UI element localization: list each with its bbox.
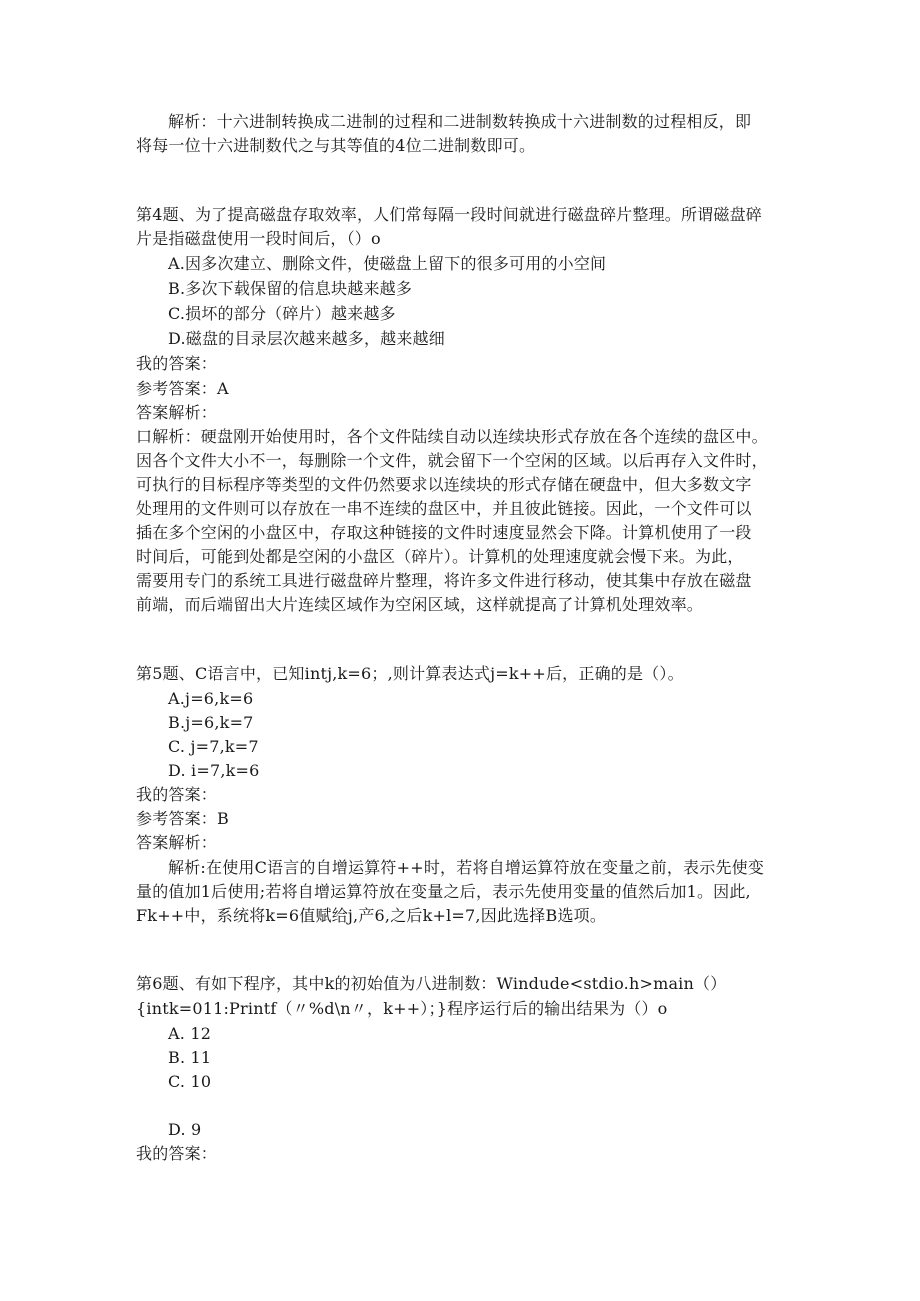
q4-option-a: A.因多次建立、删除文件，使磁盘上留下的很多可用的小空间 bbox=[168, 254, 607, 273]
q6-stem-line-2: {intk=011:Printf（〃%d\n〃，k++）；}程序运行后的输出结果为（）o bbox=[136, 999, 668, 1018]
q4-option-c: C.损坏的部分（碎片）越来越多 bbox=[168, 304, 396, 323]
q4-my-answer: 我的答案： bbox=[136, 354, 218, 373]
q4-analysis-line-7: 需要用专门的系统工具进行磁盘碎片整理，将许多文件进行移动，使其集中存放在磁盘 bbox=[136, 571, 752, 590]
q5-option-a: A.j=6,k=6 bbox=[168, 689, 254, 708]
q5-stem: 第5题、C语言中，已知intj,k=6；,则计算表达式j=k++后，正确的是（）。 bbox=[136, 664, 684, 683]
q5-my-answer: 我的答案： bbox=[136, 785, 218, 804]
q6-my-answer: 我的答案： bbox=[136, 1144, 218, 1163]
q6-stem-line-1: 第6题、有如下程序，其中k的初始值为八进制数：Windude<stdio.h>main（） bbox=[136, 974, 727, 993]
q4-stem-line-2: 片是指磁盘使用一段时间后，（）o bbox=[136, 229, 381, 248]
q6-option-d: D. 9 bbox=[168, 1120, 202, 1139]
q6-option-b: B. 11 bbox=[168, 1048, 212, 1067]
q6-option-c: C. 10 bbox=[168, 1072, 212, 1091]
q5-option-d: D. i=7,k=6 bbox=[168, 761, 260, 780]
q5-analysis-label: 答案解析： bbox=[136, 833, 218, 852]
q4-option-d: D.磁盘的目录层次越来越多，越来越细 bbox=[168, 329, 445, 348]
q4-analysis-line-5: 插在多个空闲的小盘区中，存取这种链接的文件时速度显然会下降。计算机使用了一段 bbox=[136, 523, 752, 542]
q4-analysis-line-2: 因各个文件大小不一，每删除一个文件，就会留下一个空闲的区域。以后再存入文件时， bbox=[136, 451, 768, 470]
q4-analysis-line-1: 口解析：硬盘刚开始使用时，各个文件陆续自动以连续块形式存放在各个连续的盘区中。 bbox=[136, 427, 768, 446]
q4-option-b: B.多次下载保留的信息块越来越多 bbox=[168, 279, 413, 298]
q4-analysis-line-4: 处理用的文件则可以存放在一串不连续的盘区中，并且彼此链接。因此，一个文件可以 bbox=[136, 499, 752, 518]
intro-analysis-line-1: 解析：十六进制转换成二进制的过程和二进制数转换成十六进制数的过程相反，即 bbox=[168, 112, 752, 131]
q5-reference-answer: 参考答案：B bbox=[136, 809, 229, 828]
q6-option-a: A. 12 bbox=[168, 1024, 212, 1043]
q5-option-c: C. j=7,k=7 bbox=[168, 737, 259, 756]
q5-analysis-line-3: Fk++中，系统将k=6值赋给j,产6,之后k+l=7,因此选择B选项。 bbox=[136, 906, 607, 925]
q4-analysis-line-3: 可执行的目标程序等类型的文件仍然要求以连续块的形式存储在硬盘中，但大多数文字 bbox=[136, 475, 752, 494]
q4-analysis-line-6: 时间后，可能到处都是空闲的小盘区（碎片）。计算机的处理速度就会慢下来。为此， bbox=[136, 547, 744, 566]
q4-reference-answer: 参考答案：A bbox=[136, 379, 229, 398]
q5-analysis-line-1: 解析:在使用C语言的自增运算符++时，若将自增运算符放在变量之前，表示先使变 bbox=[168, 858, 765, 877]
q4-stem-line-1: 第4题、为了提高磁盘存取效率，人们常每隔一段时间就进行磁盘碎片整理。所谓磁盘碎 bbox=[136, 205, 762, 224]
q5-option-b: B.j=6,k=7 bbox=[168, 713, 254, 732]
q5-analysis-line-2: 量的值加1后使用;若将自增运算符放在变量之后，表示先使用变量的值然后加1。因此, bbox=[136, 882, 751, 901]
q4-analysis-line-8: 前端，而后端留出大片连续区域作为空闲区域，这样就提高了计算机处理效率。 bbox=[136, 595, 704, 614]
q4-analysis-label: 答案解析： bbox=[136, 403, 218, 422]
intro-analysis-line-2: 将每一位十六进制数代之与其等值的4位二进制数即可。 bbox=[136, 136, 536, 155]
